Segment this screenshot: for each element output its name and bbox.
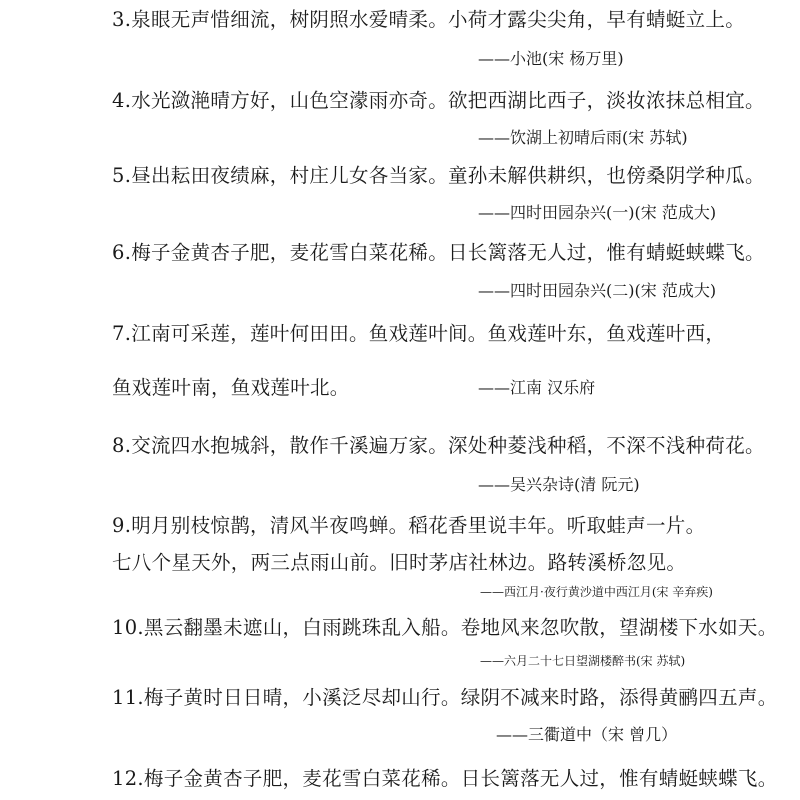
poem-12-line-1: 12.梅子金黄杏子肥，麦花雪白菜花稀。日长篱落无人过，惟有蜻蜓蛱蝶飞。	[112, 767, 778, 790]
poem-7-attribution: ——江南 汉乐府	[478, 378, 596, 397]
poem-10-line-1: 10.黑云翻墨未遮山，白雨跳珠乱入船。卷地风来忽吹散，望湖楼下水如天。	[112, 616, 778, 639]
poem-9-attribution: ——西江月·夜行黄沙道中西江月(宋 辛弃疾)	[480, 585, 713, 599]
poem-11-line-1: 11.梅子黄时日日晴，小溪泛尽却山行。绿阴不减来时路，添得黄鹂四五声。	[112, 686, 778, 709]
poem-9-line-2: 七八个星天外，两三点雨山前。旧时茅店社林边。路转溪桥忽见。	[112, 551, 687, 574]
poem-4-line-1: 4.水光潋滟晴方好，山色空濛雨亦奇。欲把西湖比西子，淡妆浓抹总相宜。	[112, 89, 765, 112]
poem-6-line-1: 6.梅子金黄杏子肥，麦花雪白菜花稀。日长篱落无人过，惟有蜻蜓蛱蝶飞。	[112, 241, 765, 264]
poem-7-line-2: 鱼戏莲叶南，鱼戏莲叶北。	[112, 376, 350, 399]
poem-11-attribution: ——三衢道中（宋 曾几）	[496, 725, 678, 744]
poem-9-line-1: 9.明月别枝惊鹊，清风半夜鸣蝉。稻花香里说丰年。听取蛙声一片。	[112, 514, 706, 537]
poem-4-attribution: ——饮湖上初晴后雨(宋 苏轼)	[478, 128, 688, 147]
poem-5-attribution: ——四时田园杂兴(一)(宋 范成大)	[478, 203, 717, 222]
poem-7-line-1: 7.江南可采莲，莲叶何田田。鱼戏莲叶间。鱼戏莲叶东，鱼戏莲叶西，	[112, 322, 726, 345]
poem-3-attribution: ——小池(宋 杨万里)	[478, 49, 624, 68]
poem-3-line-1: 3.泉眼无声惜细流，树阴照水爱晴柔。小荷才露尖尖角，早有蜻蜓立上。	[112, 8, 746, 31]
poem-10-attribution: ——六月二十七日望湖楼醉书(宋 苏轼)	[480, 654, 686, 668]
poem-6-attribution: ——四时田园杂兴(二)(宋 范成大)	[478, 281, 717, 300]
poem-8-line-1: 8.交流四水抱城斜，散作千溪遍万家。深处种菱浅种稻，不深不浅种荷花。	[112, 434, 765, 457]
poem-5-line-1: 5.昼出耘田夜绩麻，村庄儿女各当家。童孙未解供耕织，也傍桑阴学种瓜。	[112, 164, 765, 187]
poem-8-attribution: ——吴兴杂诗(清 阮元)	[478, 475, 640, 494]
